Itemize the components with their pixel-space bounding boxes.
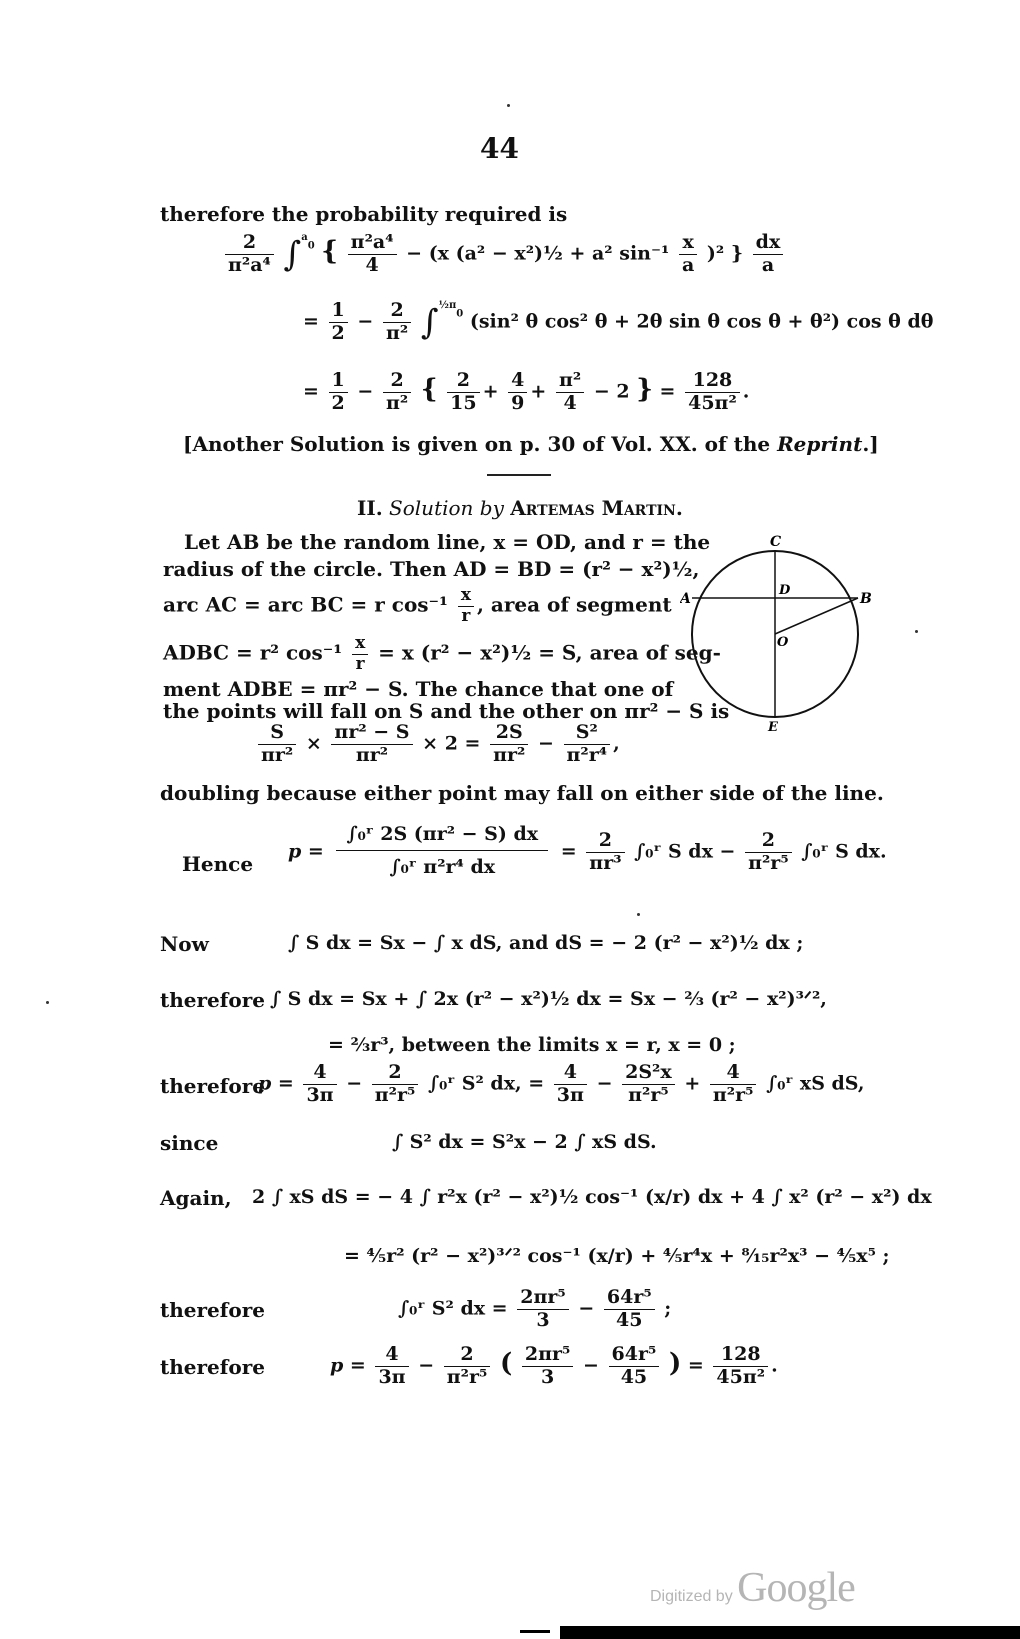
speck [915,630,918,633]
circle-diagram [680,530,920,735]
again-equation-1: 2 ∫ xS dS = − 4 ∫ r²x (r² − x²)½ cos⁻¹ (x/r) dx + 4 ∫ x² (r² − x²) dx [252,1186,932,1208]
now-equation: ∫ S dx = Sx − ∫ x dS, and dS = − 2 (r² − x²)½ dx ; [288,932,804,954]
digitized-by-text: Digitized by [650,1588,733,1605]
line-ob [775,598,858,634]
scan-edge [560,1626,1020,1639]
para-line-5: ment ADBE = πr² − S. The chance that one of [163,677,674,701]
final-equation: p = $\frac{4}{3\pi}$ − $\frac{2}{\text{π²r⁵}}$ ( $\frac{\text{2πr⁵}}{3}$ − $\frac{\text{64r⁵}}{45}$ ) = $\frac{128}{\text{45π²}}$ . [330,1343,778,1388]
label-b: B [860,591,872,607]
since-label: since [160,1131,219,1155]
reprint-note: [Another Solution is given on p. 30 of Vol. XX. of the Reprint.] [183,432,879,456]
therefore-label-1: therefore [160,988,265,1012]
again-label: Again, [160,1186,232,1210]
label-o: O [777,635,789,650]
para-line-3: arc AC = arc BC = r cos⁻¹ $\frac{x}{r}$ , area of segment [163,585,672,626]
hence-label: Hence [182,852,254,876]
speck [637,913,640,916]
therefore-label-4: therefore [160,1355,265,1379]
section-divider [487,474,551,476]
intro-text: therefore the probability required is [160,202,568,226]
equation-2: = $\frac{1}{2}$ − $\frac{2}{\text{π²}}$ ∫$^{^{\frac{1}{2}\pi}_0}$ (sin² θ cos² θ + 2θ sin θ cos θ + θ²) cos θ dθ [303,299,934,344]
therefore-equation-2: p = $\frac{4}{3\pi}$ − $\frac{2}{\text{π²r⁵}}$ ∫₀ʳ S² dx, = $\frac{4}{3\pi}$ − $\frac{\text{2S²x}}{\text{π²r⁵}}$ + $\frac{4}{\text{π²r⁵}}$ ∫₀ʳ xS dS, [258,1061,865,1106]
therefore-equation-1: ∫ S dx = Sx + ∫ 2x (r² − x²)½ dx = Sx − ⅔ (r² − x²)³ᐟ², [270,988,827,1010]
therefore-label-2: therefore [160,1074,265,1098]
speck [507,104,510,107]
google-logo: Google [737,1565,855,1611]
label-e: E [768,720,778,735]
scan-mark [520,1630,550,1633]
limits-equation: = ⅔r³, between the limits x = r, x = 0 ; [328,1034,736,1056]
therefore-label-3: therefore [160,1298,265,1322]
para-line-4: ADBC = r² cos⁻¹ $\frac{x}{r}$ = x (r² − x²)½ = S, area of seg- [163,633,721,674]
since-equation: ∫ S² dx = S²x − 2 ∫ xS dS. [392,1131,657,1153]
para-line-2: radius of the circle. Then AD = BD = (r² − x²)½, [163,557,700,581]
page-number: 44 [480,132,519,165]
para-line-1: Let AB be the random line, x = OD, and r = the [184,530,711,554]
hence-equation: p = $\frac{\text{∫₀ʳ 2S (πr² − S) dx}}{\text{∫₀ʳ π²r⁴ dx}}$ = $\frac{2}{\text{πr³}}$ ∫₀ʳ S dx − $\frac{2}{\text{π²r⁵}}$ ∫₀ʳ S dx. [288,820,887,885]
para-line-6: the points will fall on S and the other on πr² − S is [163,699,730,723]
integral-sign: ∫ [283,234,302,275]
digitized-watermark [650,1564,855,1612]
chance-equation: $\frac{S}{\text{πr²}}$ × $\frac{\text{πr² − S}}{\text{πr²}}$ × 2 = $\frac{2S}{\text{πr²}}$ − $\frac{\text{S²}}{\text{π²r⁴}}$ , [255,722,620,767]
therefore-equation-3: ∫₀ʳ S² dx = $\frac{\text{2πr⁵}}{3}$ − $\frac{\text{64r⁵}}{45}$ ; [398,1286,672,1331]
label-a: A [680,591,691,607]
speck [46,1001,49,1004]
doubling-text: doubling because either point may fall on either side of the line. [160,781,884,805]
equation-1: $\frac{2}{\text{π²a⁴}}$ ∫$^{^a_0}$ { $\frac{\text{π²a⁴}}{4}$ − (x (a² − x²)½ + a² sin⁻¹ $\frac{x}{a}$ )² } $\frac{dx}{a}$ [222,232,786,277]
coef-fraction: $\frac{2}{\text{π²a⁴}}$ [225,232,274,277]
equation-3: = $\frac{1}{2}$ − $\frac{2}{\text{π²}}$ { $\frac{2}{15}$ + $\frac{4}{9}$ + $\frac{\text{π²}}{4}$ − 2 } = $\frac{128}{\text{45π²}}$ . [303,369,750,414]
label-d: D [779,583,791,598]
label-c: C [770,534,782,550]
now-label: Now [160,932,209,956]
solution-heading: II. Solution by Artemas Martin. [357,496,683,520]
again-equation-2: = ⅘r² (r² − x²)³ᐟ² cos⁻¹ (x/r) + ⅘r⁴x + ⁸⁄₁₅r²x³ − ⅘x⁵ ; [344,1245,890,1267]
